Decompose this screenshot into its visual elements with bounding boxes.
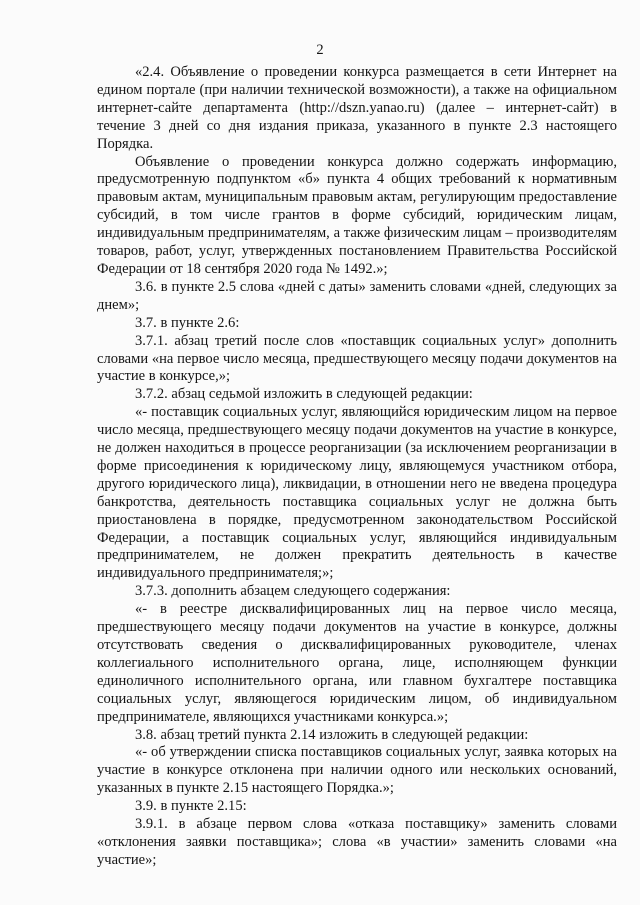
paragraph-3-7-2-text: «- поставщик социальных услуг, являющийся юридическим лицом на первое число месяца, предшествующего месяцу подачи документов на участие в конкурсе, не должен находиться в процессе реорганизации (за исключением реорганизации в форме присоединения к юридическому лицу, являющемуся участником отбора, другого юридического лица), ликвидации, в отношении него не введена процедура банкротства, деятельность поставщика социальных услуг не должна быть приостановлена в порядке, предусмотренном законодательством Российской Федерации, а поставщик социальных услуг, являющийся индивидуальным предпринимателем, не должен прекратить деятельность в качестве индивидуального предпринимателя;»; [97, 404, 617, 582]
document-body [97, 64, 617, 870]
paragraph-3-9: 3.9. в пункте 2.15: [135, 798, 247, 815]
paragraph-announcement-content: Объявление о проведении конкурса должно содержать информацию, предусмотренную подпунктом «б» пункта 4 общих требований к нормативным правовым актам, муниципальным правовым актам, регулирующим предоставление субсидий, в том числе грантов в форме субсидий, юридическим лицам, индивидуальным предпринимателям, а также физическим лицам – производителям товаров, работ, услуг, утвержденных постановлением Правительства Российской Федерации от 18 сентября 2020 года № 1492.»; [97, 153, 617, 277]
paragraph-3-7-2: 3.7.2. абзац седьмой изложить в следующей редакции: [135, 386, 473, 403]
paragraph-3-7-3-text: «- в реестре дисквалифицированных лиц на первое число месяца, предшествующего месяцу подачи документов на участие в конкурсе, должны отсутствовать сведения о дисквалифицированных руководителе, членах коллегиального исполнительного органа, лице, исполняющем функции единоличного исполнительного органа, или главном бухгалтере поставщика социальных услуг, являющегося юридическим лицом, об индивидуальном предпринимателе, являющихся участниками конкурса.»; [97, 601, 617, 725]
paragraph-3-6: 3.6. в пункте 2.5 слова «дней с даты» заменить словами «дней, следующих за днем»; [97, 278, 617, 313]
paragraph-3-8-text: «- об утверждении списка поставщиков социальных услуг, заявка которых на участие в конкурсе отклонена при наличии одного или нескольких оснований, указанных в пункте 2.15 настоящего Порядка.»; [97, 744, 617, 797]
paragraph-3-7-3: 3.7.3. дополнить абзацем следующего содержания: [135, 583, 451, 600]
paragraph-3-7: 3.7. в пункте 2.6: [135, 314, 240, 331]
paragraph-3-9-1: 3.9.1. в абзаце первом слова «отказа поставщику» заменить словами «отклонения заявки поставщика»; слова «в участии» заменить словами «на участие»; [97, 816, 617, 868]
paragraph-3-8: 3.8. абзац третий пункта 2.14 изложить в следующей редакции: [135, 726, 529, 743]
page-number: 2 [316, 42, 324, 58]
paragraph-3-7-1: 3.7.1. абзац третий после слов «поставщик социальных услуг» дополнить словами «на первое число месяца, предшествующего месяцу подачи документов на участие в конкурсе,»; [97, 332, 617, 385]
paragraph-2-4: «2.4. Объявление о проведении конкурса размещается в сети Интернет на едином портале (при наличии технической возможности), а также на официальном интернет-сайте департамента (http://dszn.yanao.ru) (далее – интернет-сайт) в течение 3 дней со дня издания приказа, указанного в пункте 2.3 настоящего Порядка. [97, 64, 617, 152]
